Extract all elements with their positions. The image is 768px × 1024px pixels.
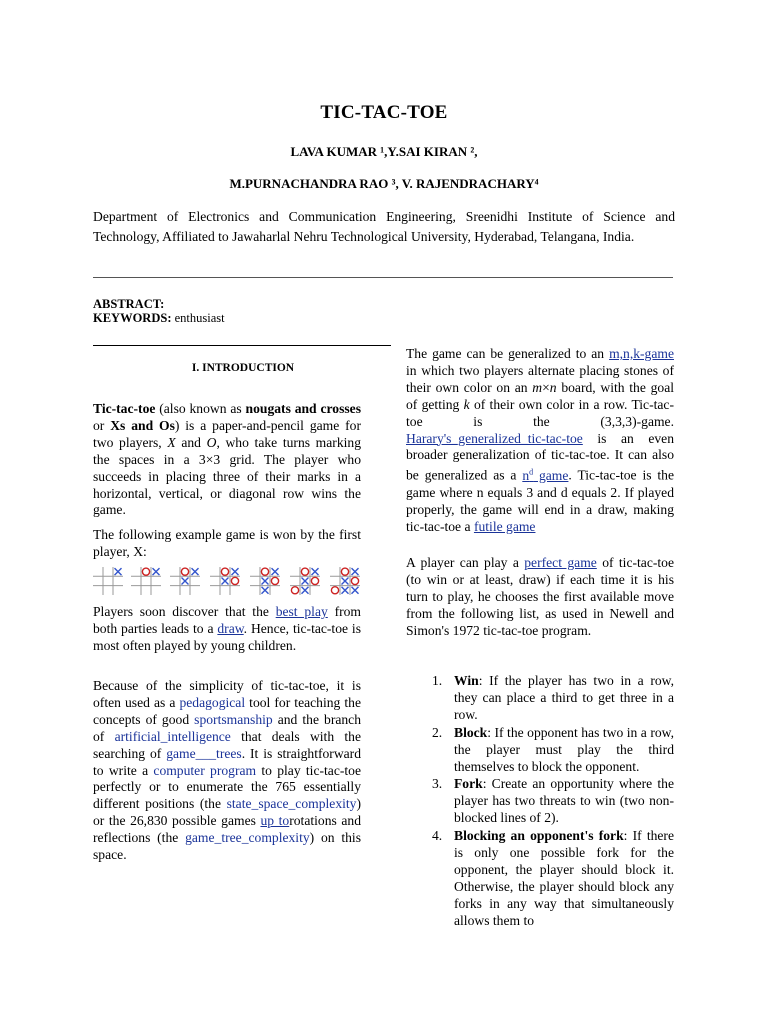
x-mark (352, 587, 359, 594)
authors-line-1: LAVA KUMAR ¹,Y.SAI KIRAN ², (290, 144, 478, 159)
link-computer-program[interactable]: computer program (153, 762, 257, 778)
o-mark (291, 587, 298, 594)
list-item: 2. Block: If the opponent has two in a row, the player must play the third themselves to block the opponent. (432, 724, 674, 774)
link-futile-game[interactable]: futile game (473, 518, 536, 534)
left-paragraph-4: Because of the simplicity of tic-tac-toe, it is often used as a pedagogical tool for teaching the concepts of good sportsmanship and the branch of artificial_intelligence that deals with the searching of game___trees. It is straightforward to write a computer program to play tic-tac-toe perfectly or to enumerate the 765 essentially different positions (the state_space_complexity) or the 26,830 possible games up torotations and reflections (the game_tree_complexity) on this space. (93, 678, 362, 863)
header-divider (93, 277, 673, 278)
o-mark (331, 587, 338, 594)
link-nd-game[interactable]: $n^d$ game (522, 467, 569, 483)
o-mark (142, 568, 149, 575)
game-board (250, 567, 280, 595)
link-game-trees[interactable]: game___trees (166, 745, 242, 761)
link-draw[interactable]: draw (217, 620, 244, 636)
game-board (330, 567, 360, 595)
x-mark (262, 587, 269, 594)
x-mark (342, 587, 349, 594)
strategy-list (406, 673, 674, 931)
link-game-tree-complexity[interactable]: game_tree_complexity (185, 830, 310, 846)
link-up-to[interactable]: up to (260, 813, 290, 829)
o-mark (181, 568, 188, 575)
o-mark (351, 577, 358, 584)
list-item: 3. Fork: Create an opportunity where the player has two threats to win (two non-blocked lines of 2). (432, 776, 674, 826)
x-mark (115, 568, 122, 575)
x-mark (182, 577, 189, 584)
left-paragraph-1: Tic-tac-toe (also known as nougats and crosses or Xs and Os) is a paper-and-pencil game for two players, X and O, who take turns marking the spaces in a 3×3 grid. The player who succeeds in placing three of their marks in a horizontal, vertical, or diagonal row wins the game. (93, 401, 362, 518)
x-mark (312, 568, 319, 575)
x-mark (153, 568, 160, 575)
game-board (170, 567, 200, 595)
right-paragraph-2: A player can play a perfect game of tic-tac-toe (to win or at least, draw) if each time it is his turn to play, he chooses the first available move from the following list, as used in Newell and Simon's 1972 tic-tac-toe program. (406, 555, 674, 638)
game-board (210, 567, 240, 595)
game-board (93, 567, 123, 595)
keywords-value: enthusiast (174, 311, 225, 325)
list-item: 1. Win: If the player has two in a row, they can place a third to get three in a row. (432, 673, 674, 722)
o-mark (221, 568, 228, 575)
game-board (290, 567, 320, 595)
x-mark (352, 568, 359, 575)
link-state-space-complexity[interactable]: state_space_complexity (226, 796, 357, 812)
x-mark (192, 568, 199, 575)
x-mark (342, 577, 349, 584)
link-sportsmanship[interactable]: sportsmanship (194, 711, 273, 727)
o-mark (311, 577, 318, 584)
authors-line-2: M.PURNACHANDRA RAO ³, V. RAJENDRACHARY⁴ (229, 176, 539, 191)
link-mnk-game[interactable]: m,n,k-game (609, 346, 674, 361)
section-heading: I. INTRODUCTION (191, 362, 295, 374)
right-paragraph-1: The game can be generalized to an m,n,k-game in which two players alternate placing stones of their own color on an m×n board, with the goal of getting k of their own color in a row. Tic-tac-toe is the (3,3,3)-game. Harary's_generalized_tic-tac-toe is an even broader generalization of tic-tac-toe. It can also be generalized as a $n^d$ game. Tic-tac-toe is the game where n equals 3 and d equals 2. If played properly, the game will end in a draw, making tic-tac-toe a futile game (406, 346, 675, 534)
o-mark (301, 568, 308, 575)
list-item: 4. Blocking an opponent's fork: If there is only one possible fork for the opponent, the player should block it. Otherwise, the player should block any forks in any way that simultaneously allows them to (432, 828, 674, 928)
link-artificial-intelligence[interactable]: artificial_intelligence (114, 728, 231, 744)
column-divider (93, 345, 391, 346)
keywords-label: KEYWORDS: (93, 311, 172, 325)
x-mark (232, 568, 239, 575)
link-perfect-game[interactable]: perfect game (524, 555, 597, 570)
x-mark (262, 577, 269, 584)
x-mark (302, 577, 309, 584)
affiliation: Department of Electronics and Communication Engineering, Sreenidhi Institute of Science and Technology, Affiliated to Jawaharlal Nehru Technological University, Hyderabad, Telangana, India. (93, 209, 675, 244)
paper-title: TIC-TAC-TOE (320, 102, 448, 123)
x-mark (222, 577, 229, 584)
o-mark (271, 577, 278, 584)
x-mark (302, 587, 309, 594)
left-paragraph-3: Players soon discover that the best play from both parties leads to a draw. Hence, tic-tac-toe is most often played by young children. (93, 604, 361, 653)
x-mark (272, 568, 279, 575)
link-pedagogical[interactable]: pedagogical (179, 694, 246, 710)
left-paragraph-2: The following example game is won by the first player, X: (93, 527, 361, 559)
abstract-label: ABSTRACT: (93, 297, 165, 311)
link-hararys-generalized[interactable]: Harary's_generalized_tic-tac-toe (406, 430, 583, 446)
link-best-play[interactable]: best play (275, 604, 328, 619)
abstract-block (93, 297, 225, 325)
game-board (131, 567, 161, 595)
o-mark (341, 568, 348, 575)
o-mark (231, 577, 238, 584)
o-mark (261, 568, 268, 575)
